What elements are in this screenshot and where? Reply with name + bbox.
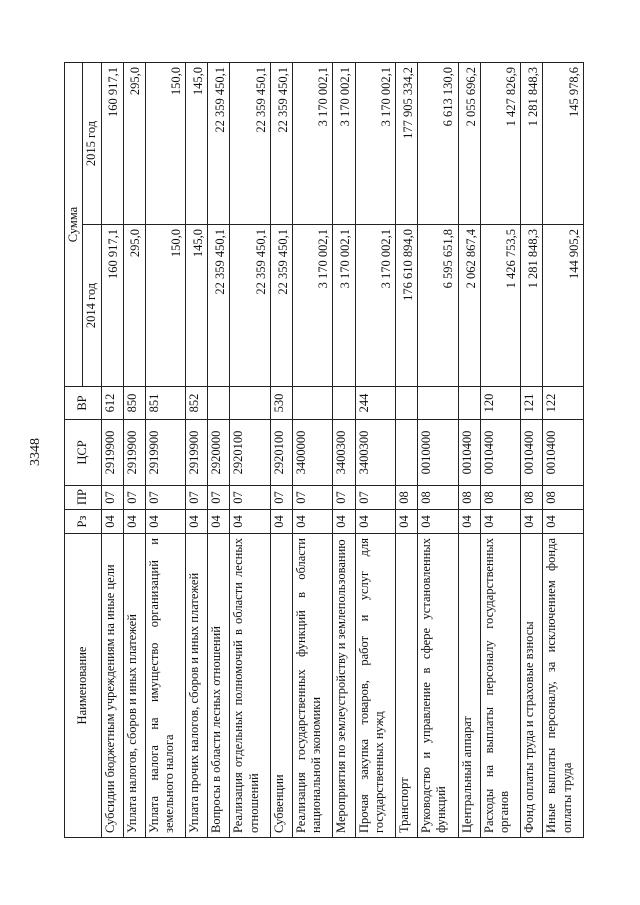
row-sum-2014: 1 281 848,3 [521,225,543,387]
row-sum-2015: 6 613 130,0 [418,63,459,225]
table-row [458,63,480,838]
table-row [123,63,145,838]
row-name: Центральный аппарат [458,534,480,838]
row-csr: 0010400 [458,420,480,486]
row-sum-2015: 160 917,1 [101,63,123,225]
row-csr: 0010400 [543,420,584,486]
table-row [480,63,521,838]
row-vr: 850 [123,387,145,420]
row-name: Транспорт [396,534,418,838]
row-csr: 2920000 [208,420,230,486]
row-csr: 2919900 [145,420,186,486]
row-vr [292,387,333,420]
row-sum-2015: 22 359 450,1 [270,63,292,225]
row-csr: 2920100 [230,420,271,486]
header-vr: ВР [65,387,102,420]
header-csr: ЦСР [65,420,102,486]
row-sum-2015: 145 978,6 [543,63,584,225]
row-vr [396,387,418,420]
row-name: Расходы на выплаты персоналу государственных органов [480,534,521,838]
row-sum-2014: 6 595 651,8 [418,225,459,387]
row-vr: 120 [480,387,521,420]
row-sum-2015: 295,0 [123,63,145,225]
row-rz: 04 [396,510,418,534]
row-name: Реализация государственных функций в области национальной экономики [292,534,333,838]
table-row [186,63,208,838]
row-vr: 852 [186,387,208,420]
row-sum-2015: 1 281 848,3 [521,63,543,225]
row-name: Уплата налога на имущество организаций и земельного налога [145,534,186,838]
row-rz: 04 [355,510,396,534]
table-row [230,63,271,838]
row-sum-2014: 295,0 [123,225,145,387]
page-number: 3348 [28,438,43,466]
row-vr [230,387,271,420]
row-vr: 851 [145,387,186,420]
row-vr [333,387,355,420]
table-row [355,63,396,838]
header-2015: 2015 год [83,63,101,225]
row-pr: 08 [543,486,584,510]
table-row [270,63,292,838]
row-pr: 07 [355,486,396,510]
row-pr: 07 [270,486,292,510]
row-name: Руководство и управление в сфере установленных функций [418,534,459,838]
table-row [543,63,584,838]
row-name: Уплата прочих налогов, сборов и иных платежей [186,534,208,838]
row-csr: 0010000 [418,420,459,486]
table-row [521,63,543,838]
row-rz: 04 [418,510,459,534]
row-pr: 07 [101,486,123,510]
row-name: Реализация отдельных полномочий в области лесных отношений [230,534,271,838]
row-csr: 3400300 [333,420,355,486]
row-sum-2015: 1 427 826,9 [480,63,521,225]
header-sum: Сумма [65,63,83,387]
row-csr: 0010400 [480,420,521,486]
row-sum-2015: 22 359 450,1 [230,63,271,225]
row-name: Уплата налогов, сборов и иных платежей [123,534,145,838]
table-row [292,63,333,838]
row-pr: 08 [521,486,543,510]
row-pr: 07 [230,486,271,510]
row-rz: 04 [270,510,292,534]
row-rz: 04 [208,510,230,534]
row-pr: 08 [418,486,459,510]
row-name: Вопросы в области лесных отношений [208,534,230,838]
row-csr [396,420,418,486]
row-pr: 07 [333,486,355,510]
row-sum-2015: 2 055 696,2 [458,63,480,225]
row-sum-2015: 145,0 [186,63,208,225]
row-rz: 04 [521,510,543,534]
row-pr: 07 [186,486,208,510]
rotated-table-wrapper [64,63,584,838]
row-rz: 04 [123,510,145,534]
row-pr: 07 [145,486,186,510]
row-name: Субсидии бюджетным учреждениям на иные цели [101,534,123,838]
row-vr: 244 [355,387,396,420]
row-rz: 04 [480,510,521,534]
header-name: Наименование [65,534,102,838]
row-rz: 04 [458,510,480,534]
row-vr [418,387,459,420]
row-sum-2014: 22 359 450,1 [230,225,271,387]
row-sum-2014: 22 359 450,1 [270,225,292,387]
row-sum-2015: 150,0 [145,63,186,225]
row-vr [208,387,230,420]
table-row [418,63,459,838]
row-csr: 3400000 [292,420,333,486]
row-rz: 04 [543,510,584,534]
header-rz: Рз [65,510,102,534]
row-sum-2015: 3 170 002,1 [292,63,333,225]
row-sum-2015: 3 170 002,1 [333,63,355,225]
row-csr: 2920100 [270,420,292,486]
header-pr: ПР [65,486,102,510]
budget-table [64,62,584,838]
row-sum-2014: 2 062 867,4 [458,225,480,387]
row-sum-2014: 150,0 [145,225,186,387]
row-vr: 122 [543,387,584,420]
table-row [396,63,418,838]
row-pr: 07 [123,486,145,510]
row-name: Фонд оплаты труда и страховые взносы [521,534,543,838]
row-rz: 04 [292,510,333,534]
row-csr: 0010400 [521,420,543,486]
row-name: Субвенции [270,534,292,838]
row-sum-2015: 3 170 002,1 [355,63,396,225]
row-rz: 04 [186,510,208,534]
row-sum-2014: 176 610 894,0 [396,225,418,387]
row-rz: 04 [333,510,355,534]
row-vr [458,387,480,420]
row-sum-2014: 145,0 [186,225,208,387]
table-row [333,63,355,838]
row-rz: 04 [145,510,186,534]
row-csr: 2919900 [101,420,123,486]
row-sum-2014: 3 170 002,1 [355,225,396,387]
row-sum-2014: 3 170 002,1 [292,225,333,387]
row-csr: 2919900 [123,420,145,486]
row-vr: 530 [270,387,292,420]
row-pr: 08 [480,486,521,510]
row-sum-2014: 160 917,1 [101,225,123,387]
row-sum-2015: 177 905 334,2 [396,63,418,225]
row-name: Мероприятия по землеустройству и землепользованию [333,534,355,838]
row-sum-2014: 3 170 002,1 [333,225,355,387]
row-vr: 612 [101,387,123,420]
table-row [101,63,123,838]
row-sum-2015: 22 359 450,1 [208,63,230,225]
row-rz: 04 [101,510,123,534]
row-pr: 08 [458,486,480,510]
row-pr: 07 [292,486,333,510]
row-sum-2014: 1 426 753,5 [480,225,521,387]
row-csr: 2919900 [186,420,208,486]
row-csr: 3400300 [355,420,396,486]
header-2014: 2014 год [83,225,101,387]
table-row [208,63,230,838]
row-sum-2014: 144 905,2 [543,225,584,387]
table-row [145,63,186,838]
header-row [65,63,83,838]
table-body [101,63,584,838]
row-pr: 07 [208,486,230,510]
row-pr: 08 [396,486,418,510]
row-name: Прочая закупка товаров, работ и услуг для государственных нужд [355,534,396,838]
row-name: Иные выплаты персоналу, за исключением фонда оплаты труда [543,534,584,838]
row-sum-2014: 22 359 450,1 [208,225,230,387]
row-vr: 121 [521,387,543,420]
row-rz: 04 [230,510,271,534]
